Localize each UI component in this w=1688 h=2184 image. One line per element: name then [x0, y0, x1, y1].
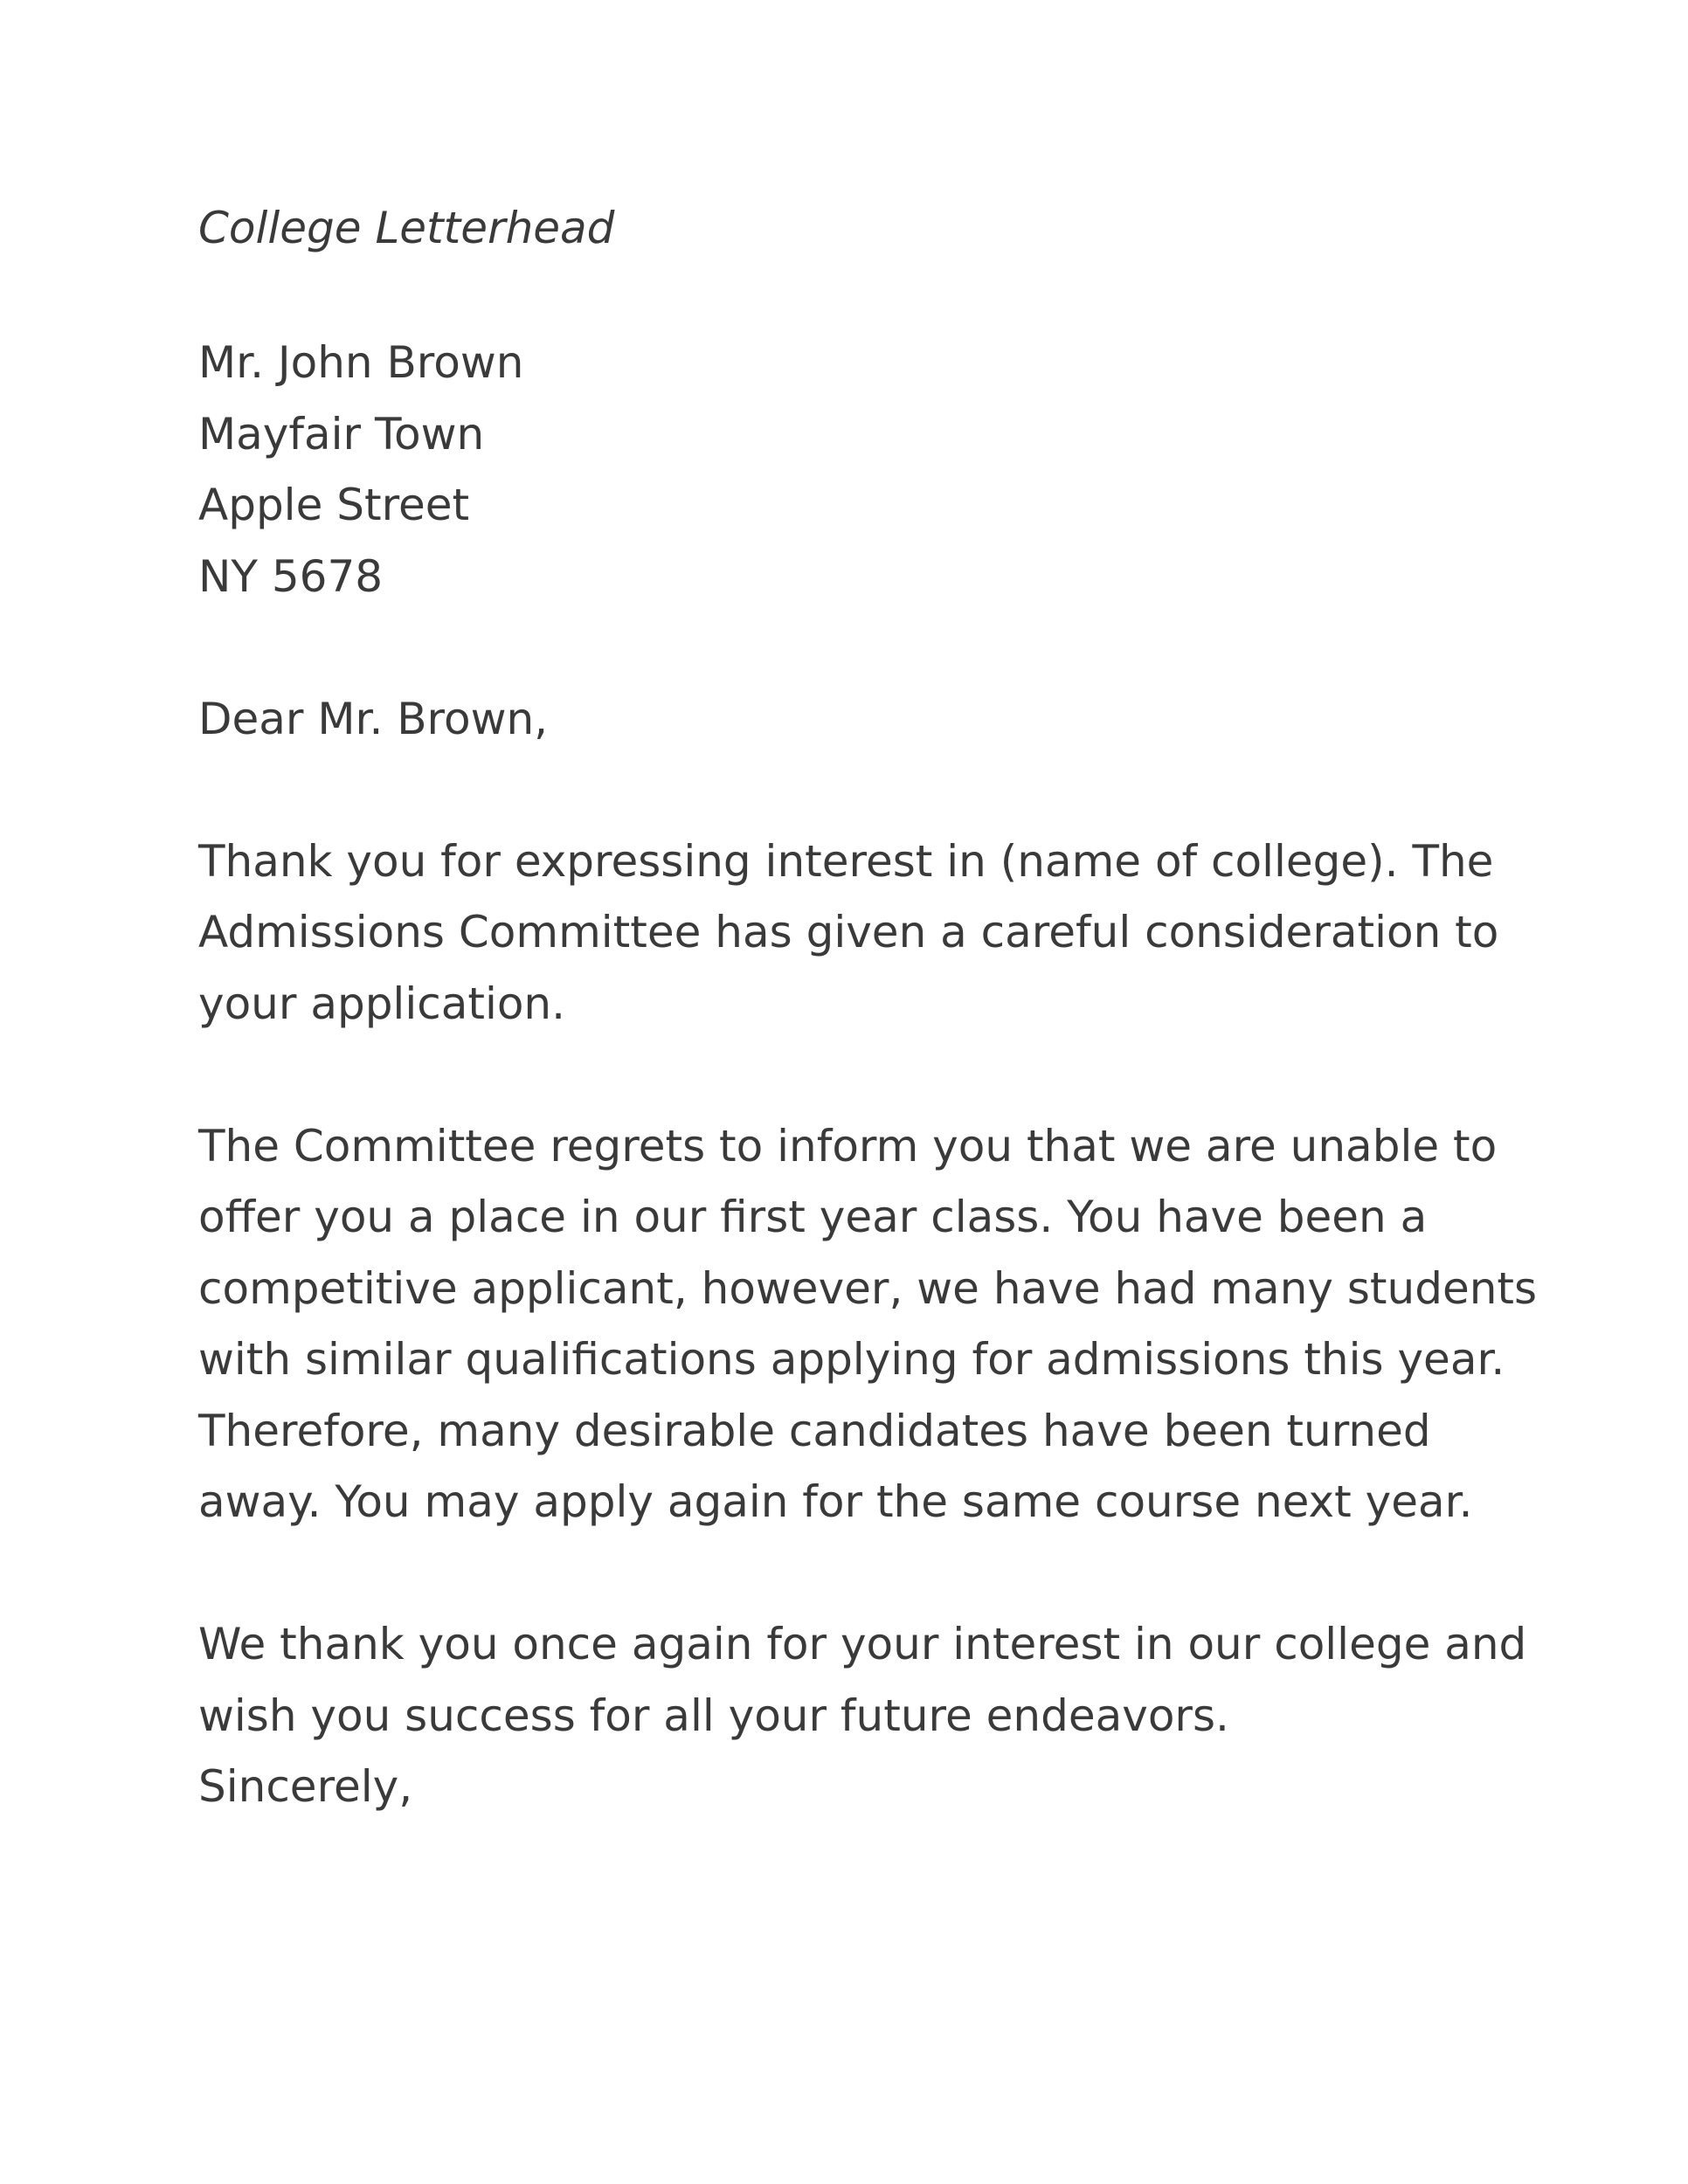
- spacer: [198, 612, 1544, 684]
- paragraph-3-line: We thank you once again for your interest in our college and: [198, 1619, 1527, 1669]
- paragraph-2: [198, 1111, 1544, 1538]
- letterhead: College Letterhead: [198, 203, 615, 253]
- recipient-address: [198, 328, 1544, 612]
- recipient-address-line-3: NY 5678: [198, 550, 384, 602]
- recipient-name: Mr. John Brown: [198, 337, 524, 388]
- paragraph-2-line: The Committee regrets to inform you that we are unable to: [198, 1120, 1498, 1171]
- paragraph-1-line: Thank you for expressing interest in (name of college). The: [198, 835, 1494, 887]
- paragraph-1-line: Admissions Committee has given a careful consideration to: [198, 907, 1499, 957]
- paragraph-2-line: with similar qualifications applying for admissions this year.: [198, 1334, 1505, 1385]
- paragraph-3: [198, 1609, 1544, 1752]
- spacer: [198, 1538, 1544, 1610]
- paragraph-1-line: your application.: [198, 978, 566, 1029]
- recipient-address-line-2: Apple Street: [198, 480, 470, 530]
- paragraph-2-line: offer you a place in our first year class. You have been a: [198, 1192, 1428, 1242]
- paragraph-2-line: away. You may apply again for the same course next year.: [198, 1476, 1473, 1527]
- paragraph-1: [198, 826, 1544, 1040]
- salutation: Dear Mr. Brown,: [198, 693, 549, 744]
- closing: Sincerely,: [198, 1761, 413, 1812]
- paragraph-2-line: Therefore, many desirable candidates have been turned: [198, 1405, 1431, 1456]
- spacer: [198, 1040, 1544, 1111]
- recipient-address-line-1: Mayfair Town: [198, 408, 485, 460]
- paragraph-2-line: competitive applicant, however, we have had many students: [198, 1262, 1538, 1314]
- paragraph-3-line: wish you success for all your future endeavors.: [198, 1690, 1229, 1741]
- letter-content: [198, 197, 1544, 1823]
- spacer: [198, 755, 1544, 826]
